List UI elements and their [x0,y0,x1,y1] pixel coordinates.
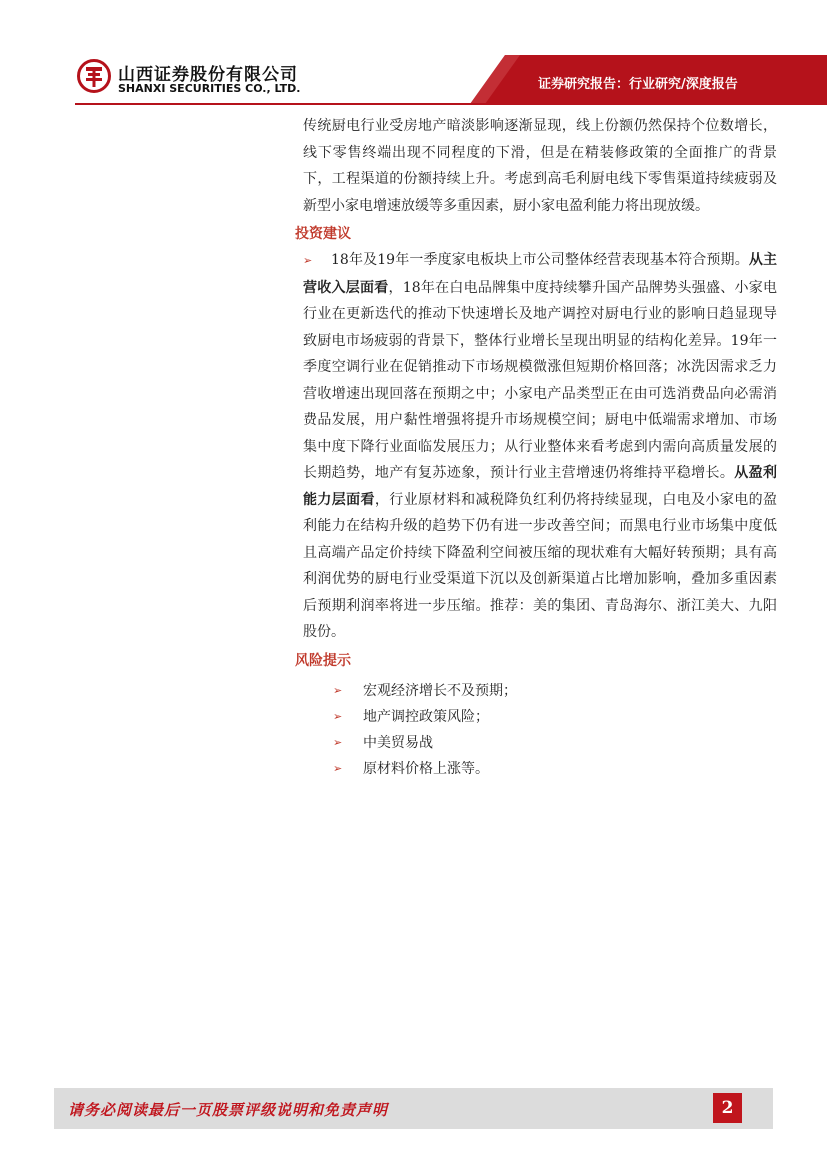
intro-paragraph: 传统厨电行业受房地产暗淡影响逐渐显现，线上份额仍然保持个位数增长，线下零售终端出现不同程度的下滑，但是在精装修政策的全面推广的背景下，工程渠道的份额持续上升。考虑到高毛利厨电线下零售渠道持续疲弱及新型小家电增速放缓等多重因素，厨小家电盈利能力将出现放缓。 [303,118,777,214]
list-item: ➢ 原材料价格上涨等。 [333,756,777,782]
company-logo-icon [77,59,111,93]
company-name-en: SHANXI SECURITIES CO., LTD. [118,82,301,95]
bullet-arrow-icon: ➢ [333,709,343,723]
investment-text-1: 18年及19年一季度家电板块上市公司整体经营表现基本符合预期。 [331,252,749,268]
investment-text-2: ，18年在白电品牌集中度持续攀升国产品牌势头强盛、小家电行业在更新迭代的推动下快速增长及地产调控对厨电行业的影响日趋显现导致厨电市场疲弱的背景下，整体行业增长呈现出明显的结构化差异。19年一季度空调行业在促销推动下市场规模微涨但短期价格回落；冰洗因需求乏力营收增速出现回落在预期之中；小家电产品类型正在由可选消费品向必需消费品发展，用户黏性增强将提升市场规模空间；厨电中低端需求增加、市场集中度下降行业面临发展压力；从行业整体来看考虑到内需向高质量发展的长期趋势，地产有复苏迹象，预计行业主营增速仍将维持平稳增长。 [303,279,777,481]
page-header [0,0,827,104]
main-content [295,113,777,782]
page-number: 2 [713,1093,742,1123]
investment-text-3: ，行业原材料和减税降负红利仍将持续显现，白电及小家电的盈利能力在结构升级的趋势下仍有进一步改善空间；而黑电行业市场集中度低且高端产品定价持续下降盈利空间被压缩的现状难有大幅好转预期；具有高利润优势的厨电行业受渠道下沉以及创新渠道占比增加影响，叠加多重因素后预期利润率将进一步压缩。推荐：美的集团、青岛海尔、浙江美大、九阳股份。 [303,491,777,640]
list-item: ➢ 地产调控政策风险； [333,704,777,730]
header-divider [75,103,827,105]
bullet-arrow-icon: ➢ [333,761,343,775]
bullet-arrow-icon: ➢ [333,683,343,697]
bullet-arrow-icon: ➢ [333,735,343,749]
investment-heading: 投资建议 [295,226,351,242]
investment-paragraph [303,247,777,646]
risk-list [333,678,777,782]
list-item: ➢ 宏观经济增长不及预期； [333,678,777,704]
list-item: ➢ 中美贸易战 [333,730,777,756]
bullet-arrow-icon: ➢ [303,254,313,267]
company-name-cn: 山西证券股份有限公司 [118,65,298,85]
footer-disclaimer: 请务必阅读最后一页股票评级说明和免责声明 [68,1101,389,1119]
investment-bold-2: 从盈利能力层面看 [303,465,777,508]
investment-bold-1: 从主营收入层面看 [303,252,777,296]
report-type-title: 证券研究报告：行业研究/深度报告 [538,77,738,92]
risk-heading: 风险提示 [295,652,351,669]
